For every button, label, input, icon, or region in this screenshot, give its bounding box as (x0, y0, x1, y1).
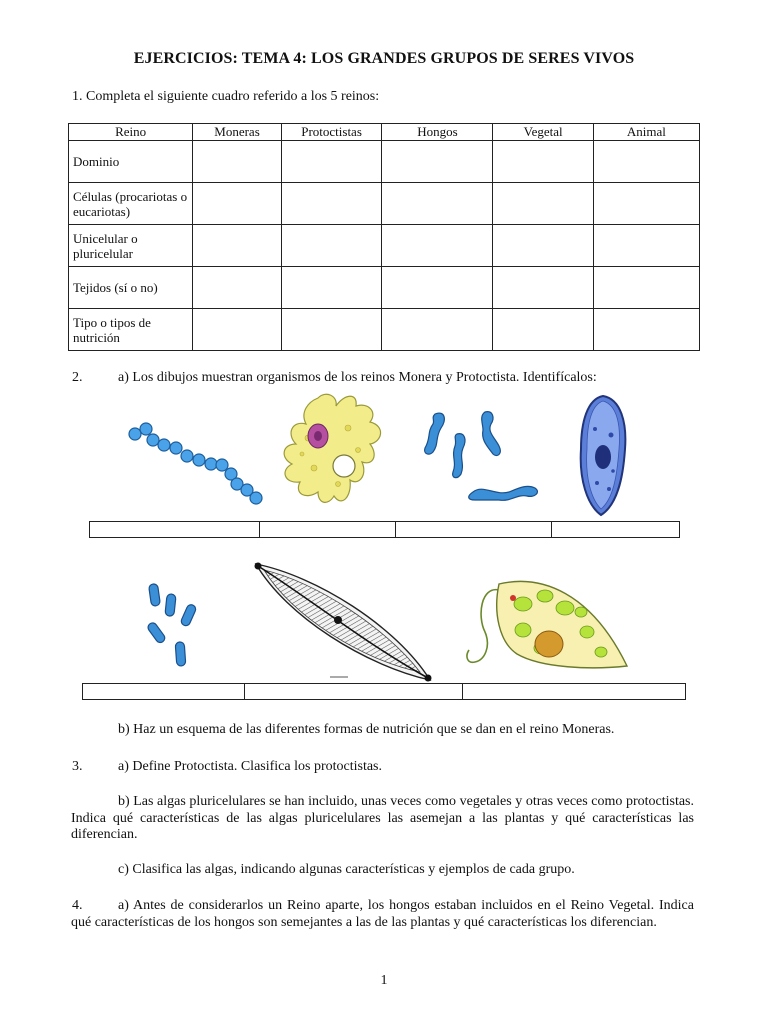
paramecium-icon (573, 393, 633, 518)
table-header-cell: Protoctistas (281, 124, 382, 141)
answer-box[interactable] (552, 521, 680, 538)
answer-cell[interactable] (493, 141, 593, 183)
euglena-icon (441, 572, 631, 672)
question-4a-text: a) Antes de considerarlos un Reino aparte, los hongos estaban incluidos en el Reino Vegetal. Indica qué características de los hongos son semejantes a las de las plantas y qué características los diferencian. (71, 898, 694, 930)
answer-cell[interactable] (382, 309, 493, 351)
answer-boxes-row-2 (82, 683, 686, 700)
question-2a-text: a) Los dibujos muestran organismos de los reinos Monera y Protoctista. Identifícalos: (118, 370, 597, 385)
answer-cell[interactable] (382, 225, 493, 267)
answer-cell[interactable] (193, 183, 282, 225)
answer-cell[interactable] (193, 267, 282, 309)
row-label: Tejidos (sí o no) (69, 267, 193, 309)
answer-cell[interactable] (493, 225, 593, 267)
table-header-cell: Hongos (382, 124, 493, 141)
question-3a-text: a) Define Protoctista. Clasifica los protoctistas. (118, 759, 382, 774)
table-row (69, 267, 700, 309)
answer-cell[interactable] (593, 183, 699, 225)
question-3b-text: b) Las algas pluricelulares se han incluido, unas veces como vegetales y otras veces como protoctistas. Indica qué características de las algas pluricelulares las asemejan a las plantas y qué características las diferencian. (71, 794, 694, 842)
answer-box[interactable] (463, 683, 686, 700)
answer-cell[interactable] (281, 141, 382, 183)
table-header-row (69, 124, 700, 141)
row-label: Células (procariotas o eucariotas) (69, 183, 193, 225)
answer-box[interactable] (260, 521, 396, 538)
question-3-number: 3. (72, 759, 83, 774)
row-label: Tipo o tipos de nutrición (69, 309, 193, 351)
row-label: Unicelular o pluricelular (69, 225, 193, 267)
answer-cell[interactable] (493, 183, 593, 225)
bacilli-icon (146, 580, 206, 670)
answer-box[interactable] (89, 521, 260, 538)
answer-cell[interactable] (593, 225, 699, 267)
answer-box[interactable] (245, 683, 463, 700)
amoeba-icon (278, 388, 393, 513)
question-1-prompt: 1. Completa el siguiente cuadro referido a los 5 reinos: (72, 89, 380, 104)
answer-box[interactable] (396, 521, 552, 538)
diatom-icon (246, 556, 436, 686)
answer-cell[interactable] (382, 183, 493, 225)
answer-cell[interactable] (593, 309, 699, 351)
streptococcus-chain-icon (125, 418, 265, 508)
table-row (69, 309, 700, 351)
answer-cell[interactable] (281, 183, 382, 225)
table-header-cell: Moneras (193, 124, 282, 141)
answer-cell[interactable] (281, 267, 382, 309)
answer-cell[interactable] (193, 141, 282, 183)
table-row (69, 225, 700, 267)
answer-cell[interactable] (593, 141, 699, 183)
question-2b-text: b) Haz un esquema de las diferentes formas de nutrición que se dan en el reino Moneras. (118, 722, 615, 737)
table-row (69, 141, 700, 183)
answer-cell[interactable] (382, 141, 493, 183)
answer-cell[interactable] (281, 309, 382, 351)
page-number: 1 (380, 973, 388, 988)
page-title: EJERCICIOS: TEMA 4: LOS GRANDES GRUPOS DE SERES VIVOS (133, 50, 635, 67)
answer-cell[interactable] (493, 267, 593, 309)
answer-cell[interactable] (382, 267, 493, 309)
answer-boxes-row-1 (89, 521, 680, 538)
answer-cell[interactable] (193, 225, 282, 267)
table-row (69, 183, 700, 225)
question-3c-text: c) Clasifica las algas, indicando algunas características y ejemplos de cada grupo. (118, 862, 575, 877)
table-header-cell: Animal (593, 124, 699, 141)
answer-cell[interactable] (593, 267, 699, 309)
table-header-cell: Vegetal (493, 124, 593, 141)
table-header-cell: Reino (69, 124, 193, 141)
answer-cell[interactable] (493, 309, 593, 351)
answer-box[interactable] (82, 683, 245, 700)
row-label: Dominio (69, 141, 193, 183)
answer-cell[interactable] (281, 225, 382, 267)
kingdoms-table (68, 123, 700, 351)
question-2-number: 2. (72, 370, 83, 385)
spirilla-icon (415, 408, 545, 503)
answer-cell[interactable] (193, 309, 282, 351)
question-4-number: 4. (72, 898, 83, 913)
